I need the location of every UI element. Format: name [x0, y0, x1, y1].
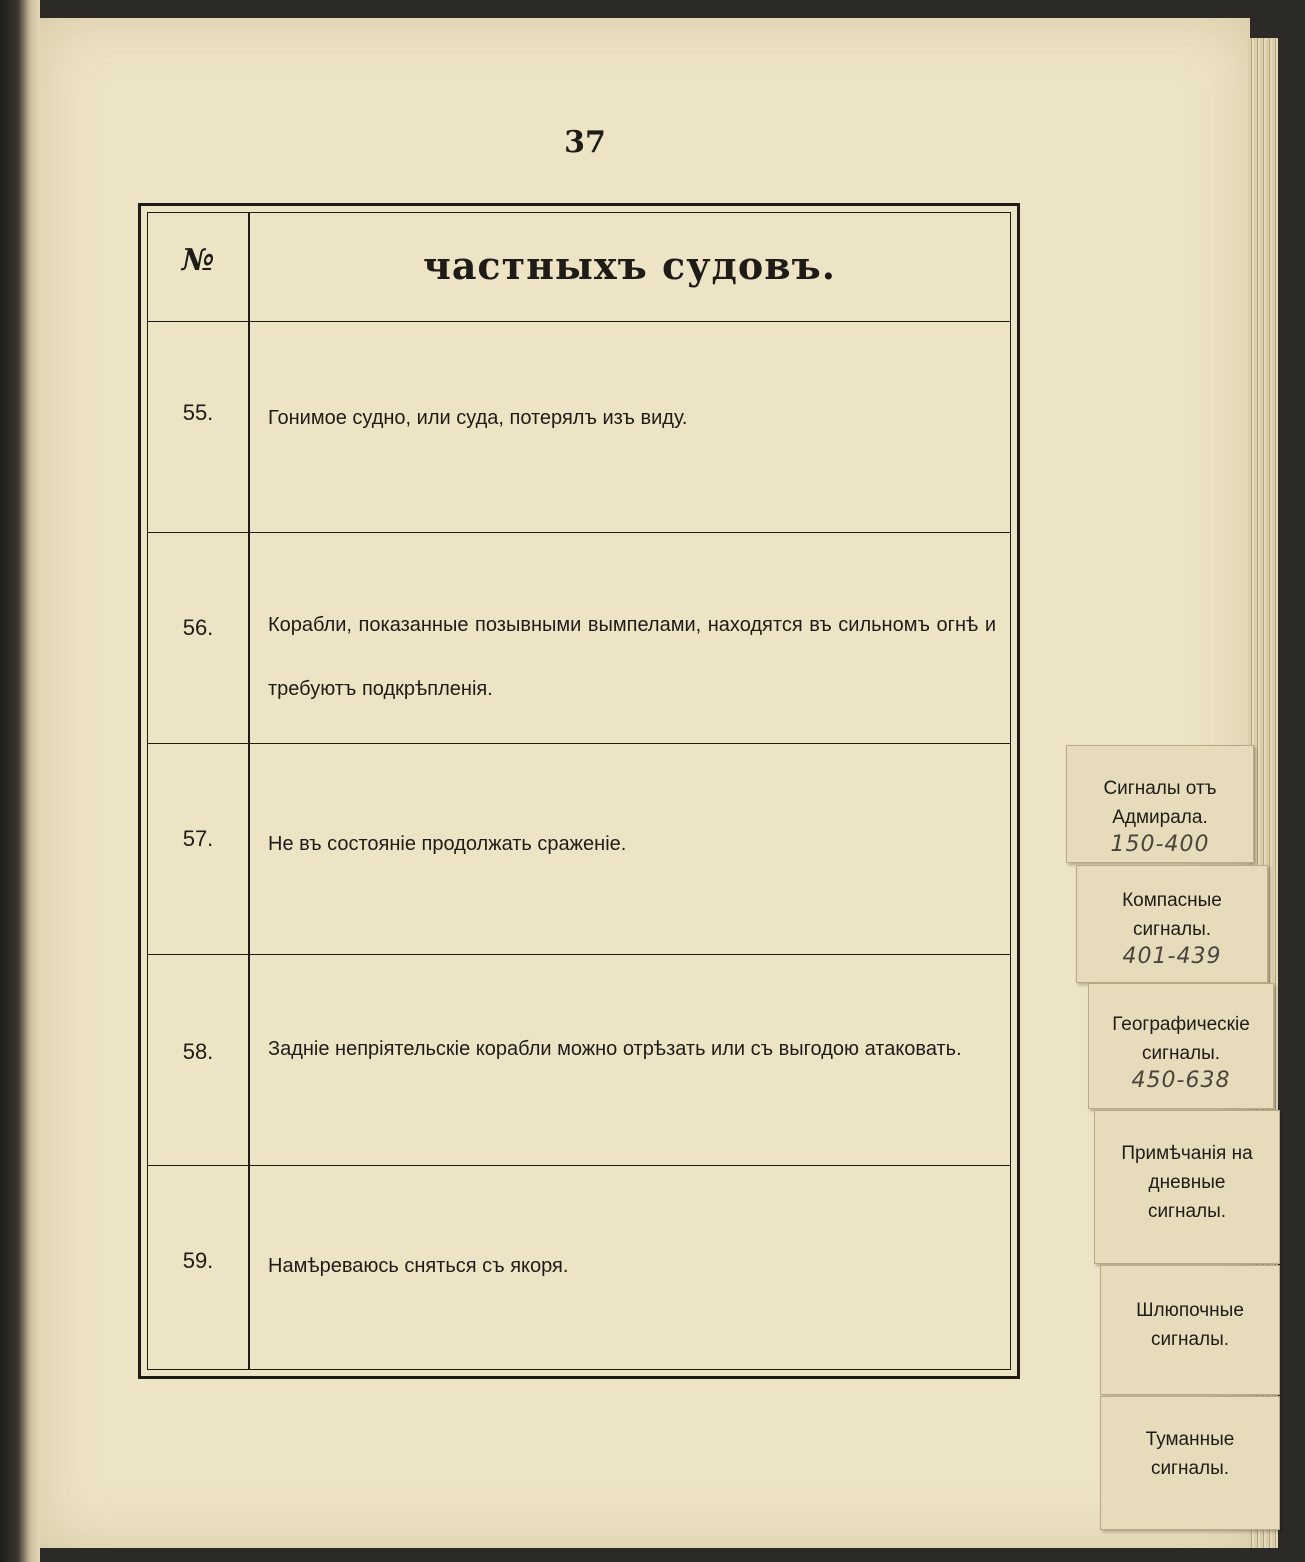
tab-day-signal-notes[interactable] [1094, 1110, 1280, 1264]
tab-handwritten-range: 450-638 [1131, 1068, 1231, 1093]
table-row [148, 533, 1010, 744]
tab-label: Сигналы отъ [1103, 778, 1217, 799]
signal-number: 57. [182, 826, 214, 851]
page-number: 37 [564, 125, 606, 160]
table-header [148, 213, 1010, 322]
tab-label: Шлюпочные [1136, 1300, 1244, 1321]
tab-admiral-signals[interactable] [1066, 745, 1254, 863]
number-column-header: № [181, 243, 215, 278]
tab-label: Компасные [1122, 890, 1222, 911]
tab-geographic-signals[interactable] [1088, 983, 1274, 1109]
book-spine-edge [0, 0, 40, 1562]
table-row [148, 955, 1010, 1166]
table-row [148, 1166, 1010, 1376]
signal-text: Задніе непріятельскіе корабли можно отрѣзать или съ выгодою атаковать. [268, 1038, 962, 1060]
signal-number: 58. [182, 1039, 214, 1064]
tab-compass-signals[interactable] [1076, 865, 1268, 983]
signal-text: Намѣреваюсь сняться съ якоря. [268, 1255, 569, 1277]
signal-text: Корабли, показанные позывными вымпелами, находятся въ сильномъ огнѣ и требуютъ подкрѣпленія. [268, 614, 996, 700]
signal-table-inner [147, 212, 1011, 1370]
tab-handwritten-range: 150-400 [1110, 832, 1210, 857]
signal-number: 55. [182, 400, 214, 425]
signal-table [138, 203, 1020, 1379]
tab-handwritten-range: 401-439 [1122, 944, 1222, 969]
tab-label: дневные [1148, 1172, 1226, 1193]
tab-label: сигналы. [1132, 919, 1212, 940]
tab-label: Туманные [1145, 1429, 1235, 1450]
table-row [148, 322, 1010, 533]
tab-label: Географическіе [1112, 1014, 1250, 1035]
tab-fog-signals[interactable] [1100, 1396, 1280, 1530]
tab-label: Адмирала. [1112, 807, 1208, 828]
table-title: частныхъ судовъ. [423, 243, 836, 288]
signal-number: 59. [182, 1248, 214, 1273]
tab-label: Примѣчанія на [1121, 1143, 1253, 1164]
tab-label: сигналы. [1147, 1201, 1227, 1222]
table-row [148, 744, 1010, 955]
signal-text: Гонимое судно, или суда, потерялъ изъ виду. [268, 407, 688, 429]
tab-label: сигналы. [1150, 1458, 1230, 1479]
tab-label: сигналы. [1150, 1329, 1230, 1350]
signal-text: Не въ состояніе продолжать сраженіе. [268, 833, 627, 855]
tab-boat-signals[interactable] [1100, 1265, 1280, 1395]
signal-number: 56. [182, 615, 214, 640]
tab-label: сигналы. [1141, 1043, 1221, 1064]
